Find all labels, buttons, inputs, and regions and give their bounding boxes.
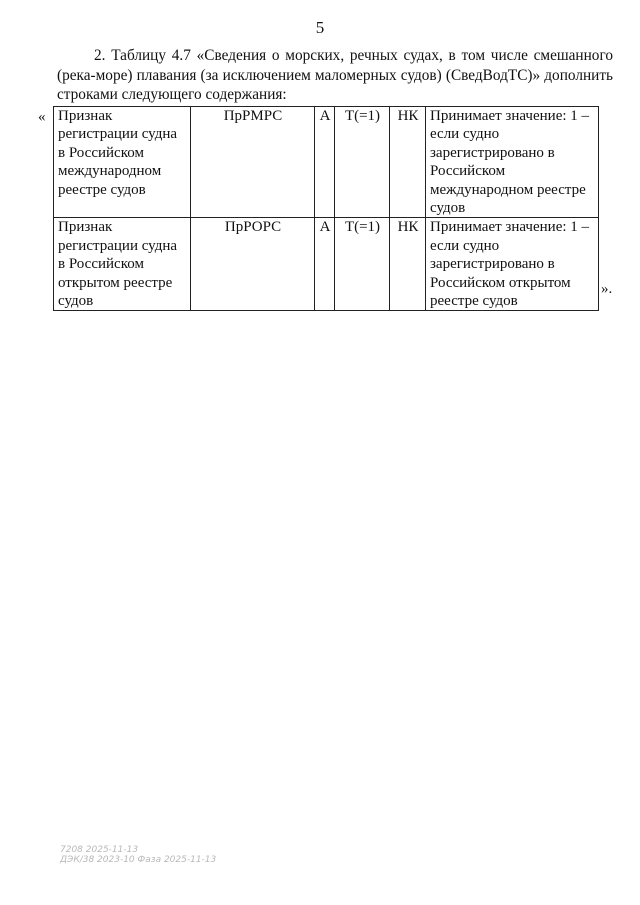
intro-paragraph: 2. Таблицу 4.7 «Сведения о морских, речных судах, в том числе смешанного (река-море) плавания (за исключением маломерных судов) (СведВодТС)» дополнить строками следующего содержания: [57, 47, 613, 103]
stamp-line: 7208 2025-11-13 [60, 845, 139, 855]
table-row [54, 218, 599, 311]
cell-code: ПрРМРС [191, 107, 315, 218]
stamp-line: ДЭК/38 2023-10 Фаза 2025-11-13 [60, 855, 217, 865]
added-rows-table [53, 106, 599, 311]
cell-type: А [315, 107, 335, 218]
page-number: 5 [315, 18, 325, 37]
cell-name: Признак регистрации судна в Российском международном реестре судов [54, 107, 191, 218]
table-row [54, 107, 599, 218]
cell-required: НК [390, 218, 426, 311]
cell-note: Принимает значение: 1 – если судно зарегистрировано в Российском открытом реестре судов [426, 218, 599, 311]
closing-quote: ». [601, 281, 613, 297]
document-stamp [60, 845, 216, 865]
cell-name: Признак регистрации судна в Российском открытом реестре судов [54, 218, 191, 311]
cell-format: Т(=1) [335, 218, 390, 311]
cell-format: Т(=1) [335, 107, 390, 218]
cell-required: НК [390, 107, 426, 218]
opening-quote: « [38, 109, 46, 125]
cell-code: ПрРОРС [191, 218, 315, 311]
cell-note: Принимает значение: 1 – если судно зарегистрировано в Российском международном реестре судов [426, 107, 599, 218]
cell-type: А [315, 218, 335, 311]
